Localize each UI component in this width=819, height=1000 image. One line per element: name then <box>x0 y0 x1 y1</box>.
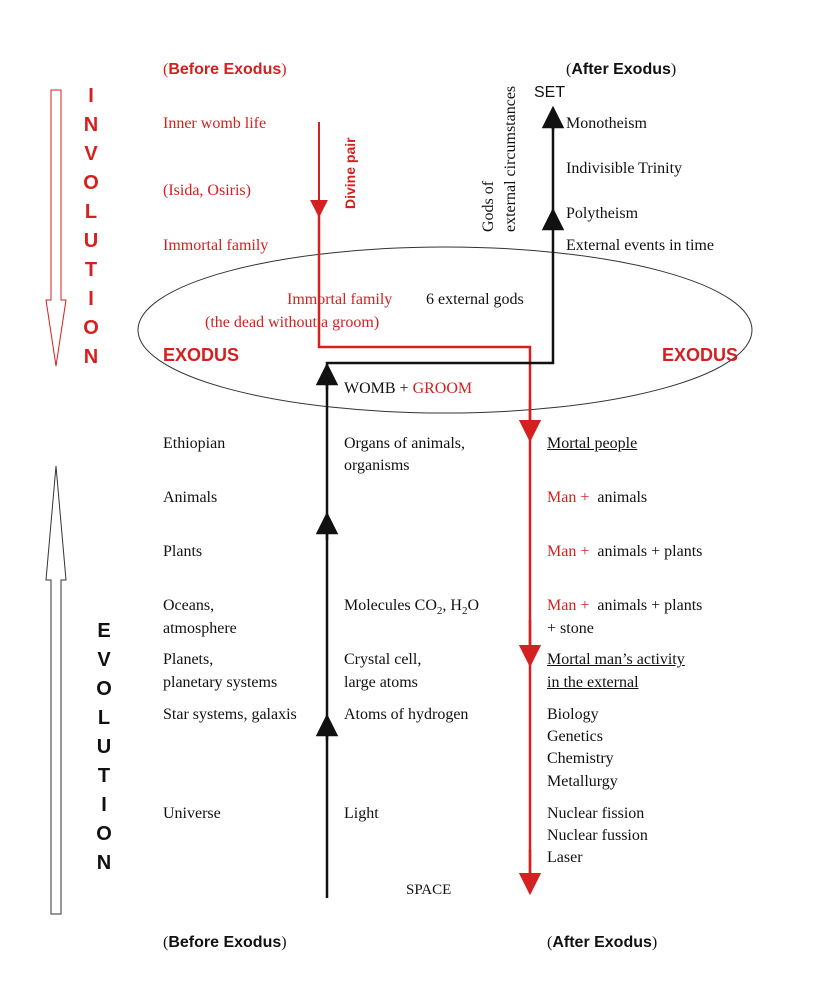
immortal-family-ellipse: Immortal family <box>287 291 393 308</box>
man-animals-plants: Man + animals + plants <box>547 543 703 560</box>
mortal-activity-line1: Mortal man’s activity <box>547 651 685 668</box>
science-chemistry: Chemistry <box>547 750 614 767</box>
indivisible-trinity: Indivisible Trinity <box>566 160 683 177</box>
polytheism: Polytheism <box>566 205 639 222</box>
nuclear-fission: Nuclear fission <box>547 805 645 822</box>
plus-stone: + stone <box>547 620 594 637</box>
plants-left: Plants <box>163 543 203 560</box>
science-biology: Biology <box>547 706 599 723</box>
monotheism: Monotheism <box>566 115 647 132</box>
science-metallurgy: Metallurgy <box>547 773 618 790</box>
exodus-left: EXODUS <box>163 345 240 365</box>
immortal-family-top: Immortal family <box>163 237 269 254</box>
evolution-arrow <box>46 466 66 914</box>
animals-left: Animals <box>163 489 218 506</box>
mortal-activity-line2: in the external <box>547 674 639 691</box>
set-label: SET <box>534 84 566 101</box>
involution-arrow <box>46 90 66 366</box>
evolution-vertical-word: E V O L U T I O N <box>96 620 112 874</box>
header-before-exodus-bottom: (Before Exodus) <box>163 934 287 951</box>
universe: Universe <box>163 805 221 822</box>
crystal-line1: Crystal cell, <box>344 651 422 668</box>
inner-womb-life: Inner womb life <box>163 115 267 132</box>
external-events: External events in time <box>566 237 714 254</box>
gods-label-line2: external circumstances <box>502 85 519 232</box>
oceans-line2: atmosphere <box>163 620 237 637</box>
dead-without-groom: (the dead without a groom) <box>205 314 380 331</box>
planets-line1: Planets, <box>163 651 214 668</box>
crystal-line2: large atoms <box>344 674 418 691</box>
ethiopian: Ethiopian <box>163 435 226 452</box>
atoms-hydrogen: Atoms of hydrogen <box>344 706 469 723</box>
nuclear-fussion: Nuclear fussion <box>547 827 648 844</box>
womb-groom: WOMB + GROOM <box>344 380 473 397</box>
science-genetics: Genetics <box>547 728 603 745</box>
man-animals-plants-stone: Man + animals + plants <box>547 597 703 614</box>
star-systems: Star systems, galaxis <box>163 706 297 723</box>
gods-label-line1: Gods of <box>480 180 497 232</box>
header-after-exodus-bottom: (After Exodus) <box>547 934 658 951</box>
isida-osiris: (Isida, Osiris) <box>163 182 251 199</box>
organs-line1: Organs of animals, <box>344 435 466 452</box>
light: Light <box>344 805 379 822</box>
six-external-gods: 6 external gods <box>426 291 524 308</box>
oceans-line1: Oceans, <box>163 597 215 614</box>
man-animals: Man + animals <box>547 489 648 506</box>
involution-vertical-word: I N V O L U T I O N <box>83 85 99 368</box>
laser: Laser <box>547 849 583 866</box>
space: SPACE <box>406 882 452 898</box>
molecules: Molecules $CO_2$, $H_2O$ <box>344 597 479 618</box>
header-after-exodus-top: (After Exodus) <box>566 61 677 78</box>
header-before-exodus-top: (Before Exodus) <box>163 61 287 78</box>
organs-line2: organisms <box>344 457 410 474</box>
planets-line2: planetary systems <box>163 674 278 691</box>
divine-pair-label: Divine pair <box>342 137 358 209</box>
mortal-people: Mortal people <box>547 435 638 452</box>
exodus-right: EXODUS <box>662 345 739 365</box>
